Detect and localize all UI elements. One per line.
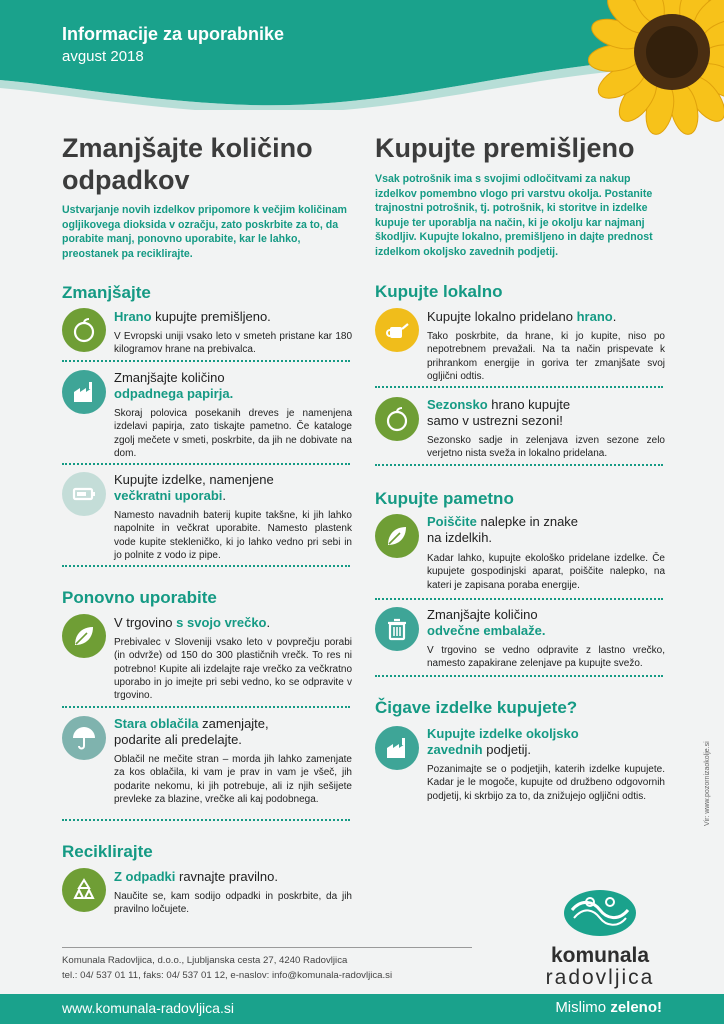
item-body: Pozanimajte se o podjetjih, katerih izdelke kupujete. Kadar je le mogoče, kupujte od družbeno odgovornih podjetij, ki skrbijo za to, da znižujejo ogljični odtis. xyxy=(427,764,665,802)
item-title xyxy=(427,397,570,429)
watering-can-icon xyxy=(375,308,419,352)
divider xyxy=(375,675,663,677)
item-title xyxy=(427,309,616,325)
side-credit-text: Vir: www.pozornizaokolje.si xyxy=(704,741,711,826)
divider xyxy=(375,386,663,388)
apple-icon xyxy=(62,308,106,352)
logo-emblem-icon xyxy=(562,888,638,938)
divider xyxy=(375,464,663,466)
footer-address: Komunala Radovljica, d.o.o., Ljubljanska cesta 27, 4240 Radovljica xyxy=(62,955,348,966)
divider xyxy=(62,706,350,708)
footer-contacts: tel.: 04/ 537 01 11, faks: 04/ 537 01 12, e-naslov: info@komunala-radovljica.si xyxy=(62,970,393,981)
logo-name-line2: radovljica xyxy=(545,966,655,989)
item-title-accent: Stara oblačila xyxy=(114,716,199,731)
right-intro: Vsak potrošnik ima s svojimi odločitvami za nakup izdelkov pomembno vlogo pri varstvu okolja. Postanite trajnostni potrošnik, tj. potrošnik, ki storitve in izdelke kupuje ter uporablja na način, ki je okolju kar najmanj škodljiv. Kupujte lokalno, premišljeno in dajte prednost izdelkom okoljsko zavednih podjetij. xyxy=(375,173,653,258)
item-title-line2: podarite ali predelajte. xyxy=(114,732,242,747)
item-title-rest: podjetij. xyxy=(482,742,532,757)
list-item xyxy=(62,716,352,816)
list-item xyxy=(62,868,352,928)
item-body: Namesto navadnih baterij kupite takšne, ki jih lahko napolnite in večkrat uporabite. Namesto plastenk vode kupite stekleničko, ki jo lahko vedno pri sebi in jo polnite z vodo iz pipe. xyxy=(114,510,352,561)
slogan-part2: zeleno! xyxy=(610,999,662,1016)
item-title-rest: hrano kupujte xyxy=(487,397,571,412)
item-body: Skoraj polovica posekanih dreves je namenjena izdelavi papirja, zato tiskajte pametno. Če kataloge zgolj mečete v smeti, poskrbite, da jih ne dobivate na dom. xyxy=(114,408,352,459)
item-title-accent: Kupujte izdelke okoljsko xyxy=(427,726,579,741)
trash-bin-icon xyxy=(375,607,419,651)
item-title-rest: ravnajte pravilno. xyxy=(175,869,279,884)
section-recycle: Reciklirajte xyxy=(62,842,153,861)
umbrella-icon xyxy=(62,716,106,760)
website-link[interactable]: www.komunala-radovljica.si xyxy=(62,1000,234,1016)
item-title-rest: nalepke in znake xyxy=(476,514,579,529)
item-title-accent: s svojo vrečko xyxy=(176,615,267,630)
footer-rule xyxy=(62,947,472,948)
left-heading-line1: Zmanjšajte količino xyxy=(62,133,313,163)
item-title-plain: Zmanjšajte količino xyxy=(114,370,225,385)
item-title-line2: samo v ustrezni sezoni! xyxy=(427,413,563,428)
item-title-accent: Poiščite xyxy=(427,514,477,529)
side-credit xyxy=(700,718,720,828)
leaf-icon xyxy=(62,614,106,658)
item-title-accent: odvečne embalaže. xyxy=(427,623,546,638)
slogan xyxy=(555,999,662,1016)
item-title-end: . xyxy=(612,309,617,324)
list-item xyxy=(62,370,352,460)
list-item xyxy=(375,726,665,821)
left-heading-line2: odpadkov xyxy=(62,165,190,195)
logo-name-line1: komunala xyxy=(550,944,650,967)
factory-icon xyxy=(375,726,419,770)
footer-bar xyxy=(0,994,724,1024)
list-item xyxy=(375,607,665,677)
leaf-icon xyxy=(375,514,419,558)
list-item xyxy=(62,614,352,704)
divider xyxy=(62,565,350,567)
item-title-accent2: zavednih xyxy=(427,742,483,757)
item-body: Kadar lahko, kupujte ekološko pridelane izdelke. Če kupujete gospodinjski aparat, poiščite nalepko, na kateri je zapisana poraba energije. xyxy=(427,553,665,591)
item-title xyxy=(427,726,579,758)
item-body: V trgovino se vedno odpravite z lastno vrečko, namesto zapakirane zelenjave pa kupujte svežo. xyxy=(427,645,665,670)
divider xyxy=(375,598,663,600)
item-title xyxy=(427,607,546,639)
item-title xyxy=(427,514,578,546)
list-item xyxy=(375,308,665,388)
list-item xyxy=(375,514,665,599)
item-title-accent: Z odpadki xyxy=(114,869,176,884)
item-title-plain: Kupujte izdelke, namenjene xyxy=(114,472,274,487)
list-item xyxy=(62,308,352,358)
left-intro: Ustvarjanje novih izdelkov pripomore k večjim količinam ogljikovega dioksida v ozračju, zato poskrbite za to, da porabite manj, ponovno uporabite, kar le lahko, preostanek pa reciklirajte. xyxy=(62,204,347,260)
section-reuse: Ponovno uporabite xyxy=(62,588,217,607)
slogan-part1: Mislimo xyxy=(555,999,611,1016)
item-body: Sezonsko sadje in zelenjava izven sezone zelo verjetno nista sveža in lokalno pridelana. xyxy=(427,435,665,460)
item-title-accent: hrano xyxy=(576,309,613,324)
list-item xyxy=(62,472,352,562)
factory-icon xyxy=(62,370,106,414)
item-title-plain: Kupujte lokalno pridelano xyxy=(427,309,577,324)
item-title-line2: na izdelkih. xyxy=(427,530,493,545)
item-title-rest: kupujte premišljeno. xyxy=(151,309,271,324)
item-title-rest: zamenjajte, xyxy=(198,716,269,731)
item-title xyxy=(114,309,271,325)
item-title-accent: Hrano xyxy=(114,309,152,324)
item-title-end: . xyxy=(266,615,271,630)
section-local: Kupujte lokalno xyxy=(375,282,503,301)
item-title-end: . xyxy=(222,488,226,503)
battery-icon xyxy=(62,472,106,516)
section-reduce: Zmanjšajte xyxy=(62,283,151,302)
item-title xyxy=(114,716,269,748)
list-item xyxy=(375,397,665,467)
section-whose: Čigave izdelke kupujete? xyxy=(375,698,578,717)
sunflower-image xyxy=(560,0,724,150)
divider xyxy=(62,819,350,821)
header-date: avgust 2018 xyxy=(62,48,144,65)
section-smart: Kupujte pametno xyxy=(375,489,514,508)
item-title-plain: V trgovino xyxy=(114,615,177,630)
right-heading: Kupujte premišljeno xyxy=(375,133,635,163)
divider xyxy=(62,360,350,362)
recycle-icon xyxy=(62,868,106,912)
item-title-plain: Zmanjšajte količino xyxy=(427,607,538,622)
item-body: V Evropski uniji vsako leto v smeteh pristane kar 180 kilogramov hrane na prebivalca. xyxy=(114,331,352,356)
item-title xyxy=(114,472,274,504)
item-body: Oblačil ne mečite stran – morda jih lahko zamenjate za kos oblačila, ki vam je prav in vam je všeč, jih podarite nekomu, ki jih potrebuje, ali iz njih sešijete prevleke za blazine, vrečke ali kaj podobnega. xyxy=(114,754,352,805)
item-title-accent: odpadnega papirja. xyxy=(114,386,234,401)
item-title-accent: večkratni uporabi xyxy=(114,488,223,503)
item-body: Prebivalec v Sloveniji vsako leto v povprečju porabi (in odvrže) od 150 do 300 plastičnih vrečk. To res ni potrebno! Kupite ali izdelajte raje vrečko za večkratno uporabo in jo imejte pri sebi vedno, ko se odpravite v trgovino. xyxy=(114,637,352,702)
left-heading xyxy=(62,132,313,196)
item-title-accent: Sezonsko xyxy=(427,397,488,412)
header-title: Informacije za uporabnike xyxy=(62,24,285,44)
divider xyxy=(62,463,350,465)
item-title xyxy=(114,869,278,885)
item-body: Naučite se, kam sodijo odpadki in poskrbite, da jih pravilno ločujete. xyxy=(114,891,352,916)
item-body: Tako poskrbite, da hrane, ki jo kupite, niso po nepotrebnem prevažali. Na ta način prispevate k prihrankom energije in goriva ter zmanjšate svoj ogljični odtis. xyxy=(427,331,665,382)
item-title xyxy=(114,370,233,402)
item-title xyxy=(114,615,270,631)
apple-icon xyxy=(375,397,419,441)
company-logo xyxy=(540,888,660,998)
